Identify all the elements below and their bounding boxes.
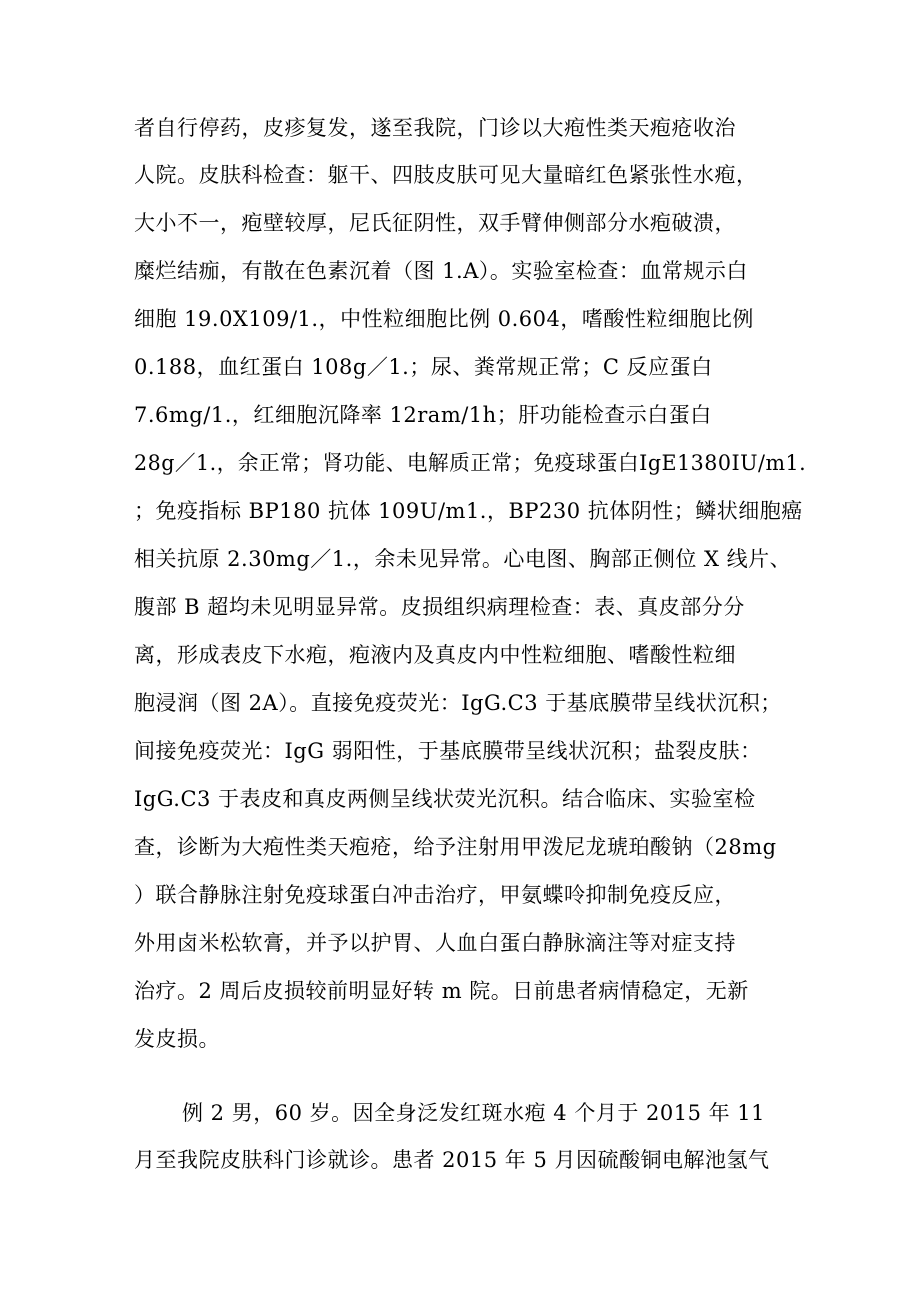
text-line: 月至我院皮肤科门诊就诊。患者 2015 年 5 月因硫酸铜电解池氢气 [134,1148,770,1172]
text-line: 例 2 男，60 岁。因全身泛发红斑水疱 4 个月于 2015 年 11 [182,1101,766,1125]
text-line: 间接免疫荧光：IgG 弱阳性，于基底膜带呈线状沉积；盐裂皮肤： [134,739,762,763]
text-line: 发皮损。 [134,1027,220,1051]
text-line: 细胞 19.0X109/1.，中性粒细胞比例 0.604，嗜酸性粒细胞比例 [134,307,754,331]
text-line: 0.188，血红蛋白 108g／1.；尿、粪常规正常；C 反应蛋白 [134,355,713,379]
text-line: ；免疫指标 BP180 抗体 109U/m1.，BP230 抗体阴性；鳞状细胞癌 [134,499,803,523]
text-line: 糜烂结痂，有散在色素沉着（图 1.A）。实验室检查：血常规示白 [134,259,748,283]
text-line: 离，形成表皮下水疱，疱液内及真皮内中性粒细胞、嗜酸性粒细 [134,643,736,667]
text-line: ）联合静脉注射免疫球蛋白冲击治疗，甲氨蝶呤抑制免疫反应， [134,883,736,907]
text-line: 28g／1.，余正常；肾功能、电解质正常；免疫球蛋白IgE1380IU/m1. [134,451,807,475]
text-line: 大小不一，疱壁较厚，尼氏征阴性，双手臂伸侧部分水疱破溃， [134,211,736,235]
text-line: 7.6mg/1.，红细胞沉降率 12ram/1h；肝功能检查示白蛋白 [134,403,712,427]
text-line: 查，诊断为大疱性类天疱疮，给予注射用甲泼尼龙琥珀酸钠（28mg [134,835,777,859]
text-line: 治疗。2 周后皮损较前明显好转 m 院。日前患者病情稳定，无新 [134,979,749,1003]
text-line: 胞浸润（图 2A）。直接免疫荧光：IgG.C3 于基底膜带呈线状沉积； [134,691,782,715]
text-line: 腹部 B 超均未见明显异常。皮损组织病理检查：表、真皮部分分 [134,595,745,619]
text-line: 人院。皮肤科检查：躯干、四肢皮肤可见大量暗红色紧张性水疱， [134,163,758,187]
text-line: 者自行停药，皮疹复发，遂至我院，门诊以大疱性类天疱疮收治 [134,116,736,140]
text-line: 外用卤米松软膏，并予以护胃、人血白蛋白静脉滴注等对症支持 [134,931,736,955]
text-line: IgG.C3 于表皮和真皮两侧呈线状荧光沉积。结合临床、实验室检 [134,787,756,811]
text-line: 相关抗原 2.30mg／1.，余未见异常。心电图、胸部正侧位 X 线片、 [134,547,792,571]
